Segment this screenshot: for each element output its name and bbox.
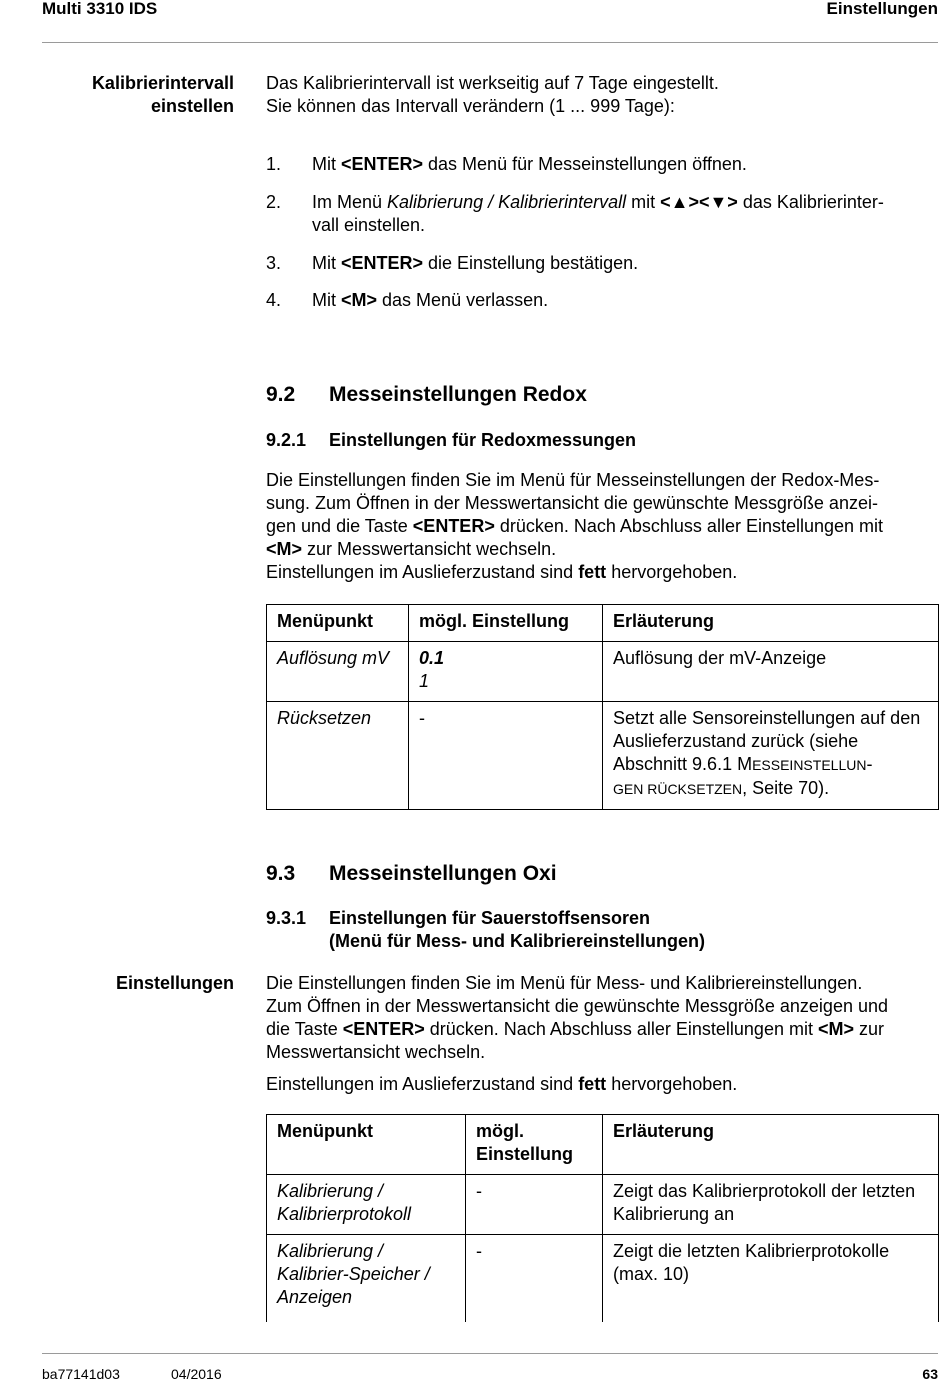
step-text: Mit <ENTER> die Einstellung bestätigen. (312, 253, 639, 273)
column-header: mögl. Einstellung (409, 605, 603, 642)
table-header-row (267, 605, 939, 642)
column-header: Erläuterung (603, 1115, 939, 1175)
column-header: mögl. Einstellung (466, 1115, 603, 1175)
page-number: 63 (922, 1366, 938, 1382)
header-divider (42, 42, 938, 43)
step-number: 4. (266, 290, 282, 310)
column-header: Menüpunkt (267, 605, 409, 642)
side-label-settings: Einstellungen (115, 973, 234, 993)
section-heading-9-3: 9.3 Messeinstellungen Oxi (266, 862, 557, 885)
section-heading-9-2: 9.2 Messeinstellungen Redox (266, 383, 587, 406)
section-9-2-paragraph: Die Einstellungen finden Sie im Menü für Messeinstellungen der Redox-Mes- sung. Zum Öffnen in der Messwertansicht die gewünschte Messgröße anzei- gen und die Taste <ENTER> drücken. Nach Abschluss aller Einstellungen mit <M> zur Messwertansicht wechseln. Einstellungen im Auslieferzustand sind fett hervorgehoben. (266, 470, 884, 582)
table-cell-menu: Rücksetzen (267, 702, 409, 810)
column-header: Erläuterung (603, 605, 939, 642)
footer-date: 04/2016 (171, 1366, 222, 1382)
table-cell-setting: - (466, 1235, 603, 1323)
table-cell-menu: Auflösung mV (267, 642, 409, 702)
table-cell-setting: 0.1 1 (409, 642, 603, 702)
oxi-table-clip (266, 1114, 939, 1322)
table-cell-desc: Setzt alle Sensoreinstellungen auf den Auslieferzustand zurück (siehe Abschnitt 9.6.1 MESSEINSTELLUN- GEN RÜCKSETZEN, Seite 70). (603, 702, 939, 810)
step-text: Mit <M> das Menü verlassen. (312, 290, 549, 310)
calib-interval-intro: Das Kalibrierintervall ist werkseitig auf 7 Tage eingestellt. Sie können das Intervall verändern (1 ... 999 Tage): (266, 73, 719, 116)
step-text: Im Menü Kalibrierung / Kalibrierintervall mit <▲><▼> das Kalibrierinter- vall einstellen. (312, 192, 884, 235)
section-9-3-paragraph: Die Einstellungen finden Sie im Menü für Mess- und Kalibriereinstellungen. Zum Öffnen in der Messwertansicht die gewünschte Messgröße anzeigen und die Taste <ENTER> drücken. Nach Abschluss aller Einstellungen mit <M> zur Messwertansicht wechseln. Einstellungen im Auslieferzustand sind fett hervorgehoben. (266, 973, 888, 1094)
footer-divider (42, 1353, 938, 1354)
step-number: 1. (266, 154, 282, 174)
table-row (267, 702, 939, 810)
header-title: Multi 3310 IDS (42, 0, 158, 18)
step-text: Mit <ENTER> das Menü für Messeinstellungen öffnen. (312, 154, 747, 174)
table-cell-menu: Kalibrierung / Kalibrierprotokoll (267, 1175, 466, 1235)
step-number: 2. (266, 192, 282, 212)
subsection-heading-9-3-1: 9.3.1 Einstellungen für Sauerstoffsensoren (Menü für Mess- und Kalibriereinstellungen) (266, 908, 706, 951)
table-row (267, 642, 939, 702)
step-number: 3. (266, 253, 282, 273)
oxi-settings-table (266, 1114, 939, 1322)
table-cell-desc: Zeigt die letzten Kalibrierprotokolle (max. 10) (603, 1235, 939, 1323)
table-cell-setting: - (466, 1175, 603, 1235)
header-section: Einstellungen (826, 0, 938, 18)
table-cell-menu: Kalibrierung / Kalibrier-Speicher / Anzeigen (267, 1235, 466, 1323)
table-row (267, 1235, 939, 1323)
column-header: Menüpunkt (267, 1115, 466, 1175)
table-row (267, 1175, 939, 1235)
side-label-calib-interval: Kalibrierintervall einstellen (91, 73, 234, 116)
footer-doc-id: ba77141d03 (42, 1366, 120, 1382)
table-header-row (267, 1115, 939, 1175)
redox-settings-table (266, 604, 939, 810)
table-cell-desc: Zeigt das Kalibrierprotokoll der letzten Kalibrierung an (603, 1175, 939, 1235)
table-cell-desc: Auflösung der mV-Anzeige (603, 642, 939, 702)
table-cell-setting: - (409, 702, 603, 810)
subsection-heading-9-2-1: 9.2.1 Einstellungen für Redoxmessungen (266, 430, 637, 450)
